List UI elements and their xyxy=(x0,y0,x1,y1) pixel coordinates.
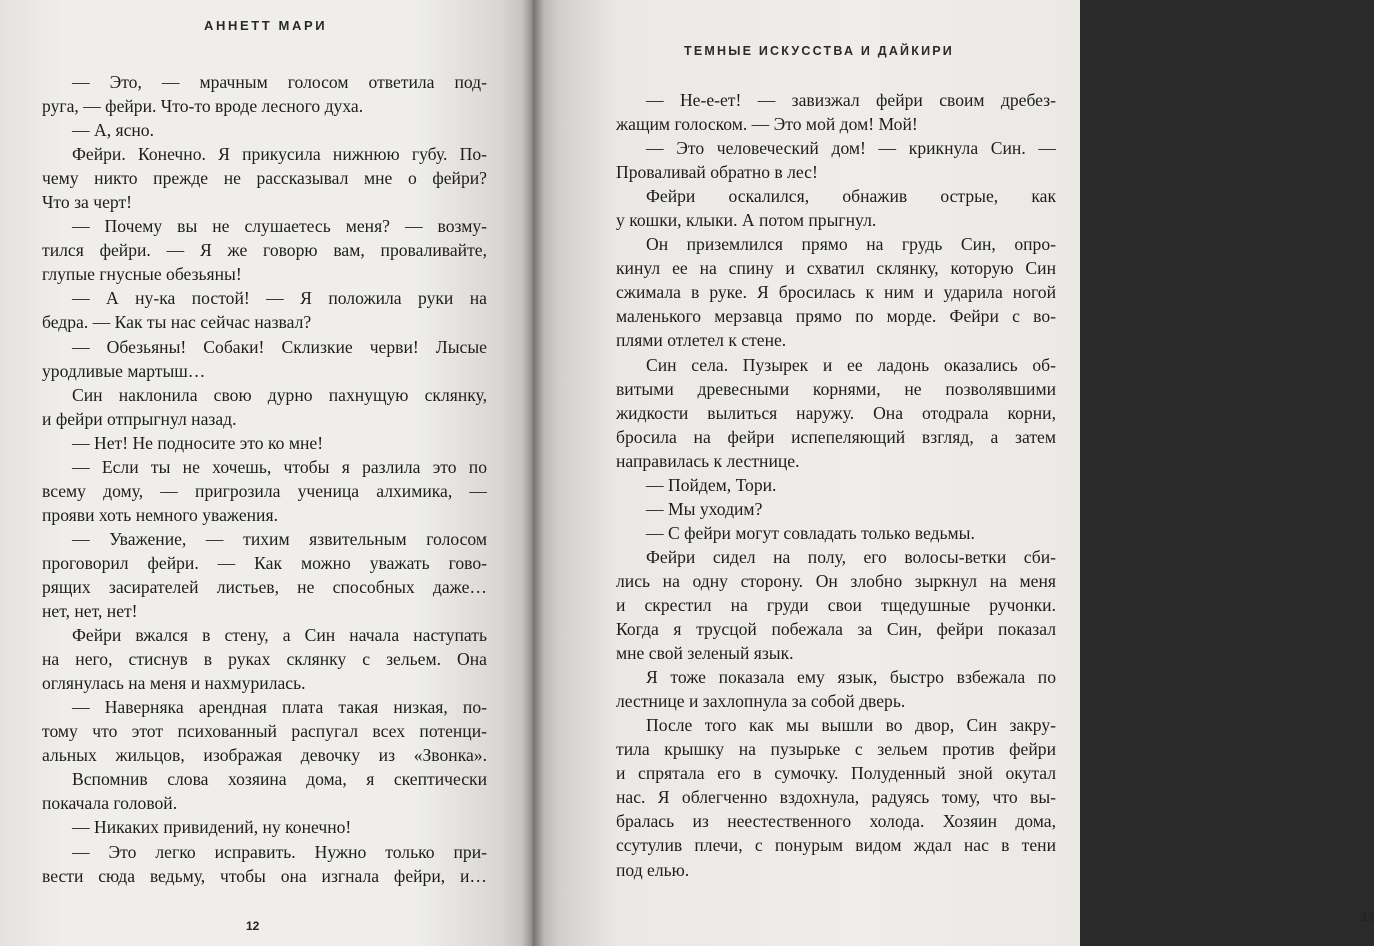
text-line: проговорил фейри. — Как можно уважать гово- xyxy=(42,552,487,573)
text-line: направилась к лестнице. xyxy=(616,450,800,471)
text-line: всему дому, — пригрозила ученица алхимика, — xyxy=(42,480,487,501)
text-line: Фейри оскалился, обнажив острые, как xyxy=(646,186,1056,207)
text-line: нас. Я облегченно вздохнула, радуясь тому, что вы- xyxy=(616,787,1056,808)
text-line: Фейри. Конечно. Я прикусила нижнюю губу. По- xyxy=(72,144,487,165)
text-line: тился фейри. — Я же говорю вам, проваливайте, xyxy=(42,240,487,261)
text-line: Син наклонила свою дурно пахнущую склянку, xyxy=(72,384,487,405)
text-line: — Наверняка арендная плата такая низкая, по- xyxy=(72,697,487,718)
text-line: Фейри вжался в стену, а Син начала наступать xyxy=(72,625,487,646)
text-line: жащим голоском. — Это мой дом! Мой! xyxy=(616,114,918,135)
page-number-right: 13 xyxy=(1361,910,1374,924)
text-line: оглянулась на меня и нахмурилась. xyxy=(42,673,306,694)
text-line: — Почему вы не слушаетесь меня? — возму- xyxy=(72,216,487,237)
text-line: — Пойдем, Тори. xyxy=(646,474,777,495)
book-gutter xyxy=(522,0,544,946)
text-line: — Это, — мрачным голосом ответила под- xyxy=(72,72,487,92)
text-line: и фейри отпрыгнул назад. xyxy=(42,408,237,429)
text-line: альных жильцов, изображая девочку из «Звонка». xyxy=(42,745,487,766)
text-line: бедра. — Как ты нас сейчас назвал? xyxy=(42,312,312,333)
text-line: покачала головой. xyxy=(42,793,178,814)
text-line: ссутулив плечи, с понурым видом ждал нас в тени xyxy=(616,835,1056,856)
text-line: бросила на фейри испепеляющий взгляд, а затем xyxy=(616,426,1056,447)
running-head-title: ТЕМНЫЕ ИСКУССТВА И ДАЙКИРИ xyxy=(684,44,954,58)
right-page-body-text xyxy=(616,88,1056,882)
text-line: нет, нет, нет! xyxy=(42,601,138,622)
text-line: Вспомнив слова хозяина дома, я скептически xyxy=(72,769,487,790)
text-line: жидкости вылиться наружу. Она отодрала корни, xyxy=(616,402,1056,423)
text-line: Когда я трусцой побежала за Син, фейри показал xyxy=(616,619,1056,640)
page-number-left: 12 xyxy=(246,919,260,933)
text-line: лестнице и захлопнула за собой дверь. xyxy=(616,691,906,712)
text-line: — С фейри могут совладать только ведьмы. xyxy=(646,522,975,543)
text-line: — А, ясно. xyxy=(72,120,155,141)
text-line: Фейри сидел на полу, его волосы-ветки сби- xyxy=(646,546,1056,567)
text-line: рящих засирателей листьев, не способных даже… xyxy=(42,576,487,597)
text-line: под елью. xyxy=(616,859,690,880)
text-line: тила крышку на пузырьке с зельем против фейри xyxy=(616,739,1056,760)
text-line: — Не-е-ет! — завизжал фейри своим дребез- xyxy=(646,90,1056,110)
text-line: плями отлетел к стене. xyxy=(616,330,787,351)
text-line: и спрятала его в сумочку. Полуденный зной окутал xyxy=(616,763,1056,784)
text-line: руга, — фейри. Что-то вроде лесного духа. xyxy=(42,96,364,117)
running-head-author: АННЕТТ МАРИ xyxy=(204,18,328,33)
text-line: бралась из неестественного холода. Хозяин дома, xyxy=(616,811,1056,832)
text-line: — Уважение, — тихим язвительным голосом xyxy=(72,528,487,549)
text-line: чему никто прежде не рассказывал мне о фейри? xyxy=(42,168,487,189)
text-line: Я тоже показала ему язык, быстро взбежала по xyxy=(646,667,1056,688)
text-line: на него, стиснув в руках склянку с зельем. Она xyxy=(42,649,487,670)
text-line: — Если ты не хочешь, чтобы я разлила это по xyxy=(72,456,487,477)
text-line: Что за черт! xyxy=(42,192,133,213)
right-page xyxy=(532,0,1374,946)
text-line: глупые гнусные обезьяны! xyxy=(42,264,242,285)
text-line: маленького мерзавца прямо по морде. Фейри с во- xyxy=(616,306,1056,327)
text-line: уродливые мартыш… xyxy=(42,360,206,381)
text-line: кинул ее на спину и схватил склянку, которую Син xyxy=(616,258,1056,279)
left-page-body-text xyxy=(42,70,487,888)
text-line: — Обезьяны! Собаки! Склизкие черви! Лысые xyxy=(72,336,487,357)
text-line: и скрестил на груди свои тщедушные ручонки. xyxy=(616,594,1056,615)
text-line: лись на одну сторону. Он злобно зыркнул на меня xyxy=(616,570,1056,591)
left-page xyxy=(0,0,532,946)
text-line: витыми древесными корнями, не позволявшими xyxy=(616,378,1056,399)
text-line: — Это легко исправить. Нужно только при- xyxy=(72,841,487,862)
text-line: прояви хоть немного уважения. xyxy=(42,504,278,525)
text-line: сжимала в руке. Я бросилась к ним и ударила ногой xyxy=(616,282,1056,303)
text-line: Он приземлился прямо на грудь Син, опро- xyxy=(646,234,1056,255)
text-line: Син села. Пузырек и ее ладонь оказались об- xyxy=(646,354,1056,375)
text-line: — Нет! Не подносите это ко мне! xyxy=(72,432,324,453)
text-line: мне свой зеленый язык. xyxy=(616,643,794,664)
text-line: — А ну-ка постой! — Я положила руки на xyxy=(72,288,487,309)
text-line: тому что этот психованный распугал всех потенци- xyxy=(42,721,487,742)
text-line: — Это человеческий дом! — крикнула Син. — xyxy=(646,138,1056,159)
text-line: вести сюда ведьму, чтобы она изгнала фейри, и… xyxy=(42,865,487,886)
text-line: После того как мы вышли во двор, Син закру- xyxy=(646,715,1056,736)
text-line: у кошки, клыки. А потом прыгнул. xyxy=(616,210,877,231)
text-line: — Мы уходим? xyxy=(646,498,763,519)
text-line: Проваливай обратно в лес! xyxy=(616,162,818,183)
text-line: — Никаких привидений, ну конечно! xyxy=(72,817,352,838)
